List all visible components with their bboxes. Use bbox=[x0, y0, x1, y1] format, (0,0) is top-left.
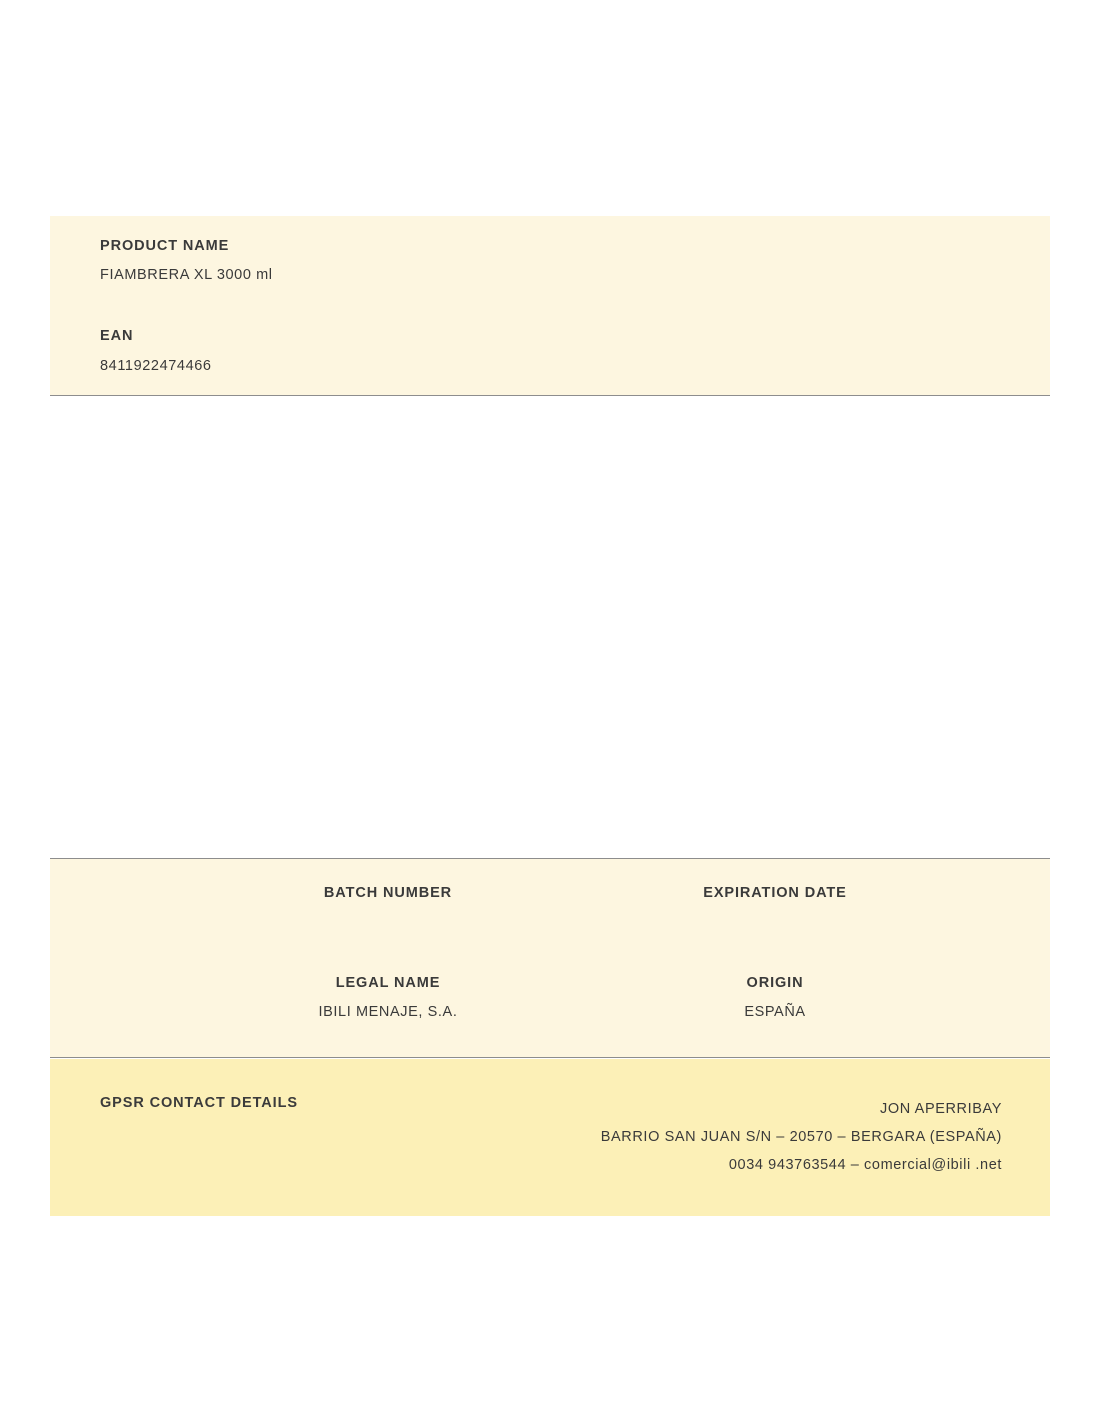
product-details-block bbox=[50, 858, 1050, 1058]
contact-address: BARRIO SAN JUAN S/N – 20570 – BERGARA (ESPAÑA) bbox=[600, 1129, 1002, 1145]
legal-name-value: IBILI MENAJE, S.A. bbox=[318, 1004, 458, 1020]
batch-number-label: BATCH NUMBER bbox=[323, 885, 453, 901]
gpsr-contact-block bbox=[50, 1059, 1050, 1216]
ean-label: EAN bbox=[100, 328, 134, 344]
gpsr-contact-label: GPSR CONTACT DETAILS bbox=[100, 1095, 298, 1111]
gpsr-contact-values bbox=[601, 1095, 1002, 1179]
origin-label: ORIGIN bbox=[746, 975, 804, 991]
ean-value: 8411922474466 bbox=[100, 358, 212, 374]
contact-name: JON APERRIBAY bbox=[880, 1101, 1002, 1117]
origin-value: ESPAÑA bbox=[744, 1004, 806, 1020]
expiration-date-label: EXPIRATION DATE bbox=[703, 885, 847, 901]
contact-phone-email: 0034 943763544 – comercial@ibili .net bbox=[728, 1157, 1002, 1173]
product-name-value: FIAMBRERA XL 3000 ml bbox=[100, 267, 273, 283]
legal-name-label: LEGAL NAME bbox=[335, 975, 441, 991]
product-info-block bbox=[50, 216, 1050, 396]
product-name-label: PRODUCT NAME bbox=[100, 238, 230, 254]
